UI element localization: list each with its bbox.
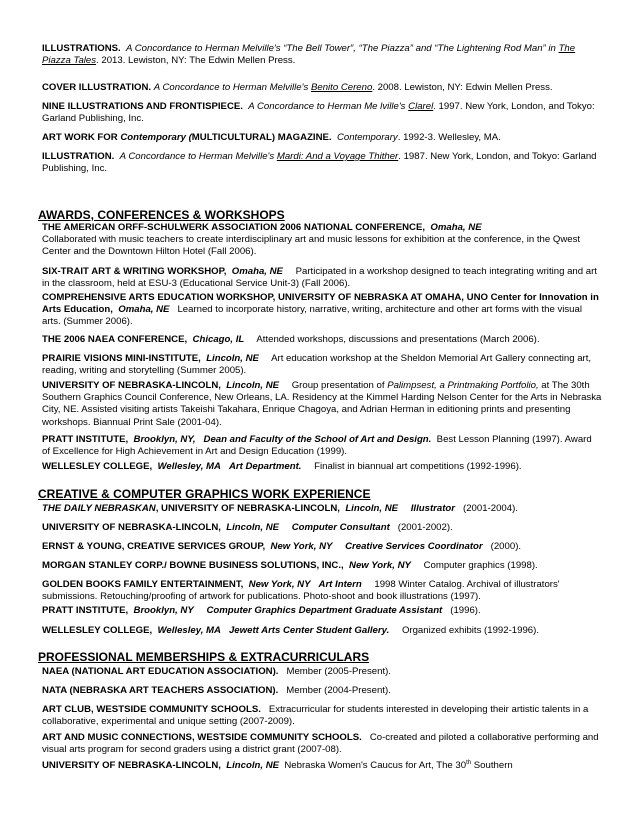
entry-location: Brooklyn, NY,: [133, 434, 196, 445]
entry-org: PRATT INSTITUTE,: [42, 434, 129, 445]
entry-org: NAEA (NATIONAL ART EDUCATION ASSOCIATION).: [42, 666, 279, 677]
award-entry: [42, 266, 602, 290]
entry-org: MULTICULTURAL) MAGAZINE.: [191, 132, 332, 143]
entry-detail: . 1987. New York, London, and Tokyo: Garland Publishing, Inc.: [42, 151, 597, 175]
entry-description: (2001-2004).: [463, 503, 518, 514]
illustration-entry: [42, 82, 602, 94]
award-entry: [42, 380, 602, 429]
entry-role: Creative Services Coordinator: [345, 541, 483, 552]
entry-description: (2001-2002).: [397, 522, 453, 533]
award-entry: [42, 353, 602, 377]
entry-description: Co-created and piloted a collaborative performing and visual arts program for second graders using a district grant (2007-08).: [42, 732, 599, 756]
membership-entry: [42, 760, 602, 772]
entry-org: ART AND MUSIC CONNECTIONS, WESTSIDE COMMUNITY SCHOOLS.: [42, 732, 362, 743]
entry-role: Art Department.: [228, 461, 302, 472]
entry-role: Jewett Arts Center Student Gallery.: [228, 625, 390, 636]
entry-org: ILLUSTRATIONS.: [42, 43, 121, 54]
work-entry: [42, 522, 602, 534]
illustration-entry: [42, 43, 602, 67]
entry-description: Computer graphics (1998).: [423, 560, 538, 571]
entry-location: Lincoln, NE: [226, 522, 280, 533]
entry-description: at The 30th Southern Graphics Council Conference, New Orleans, LA. Residency at the Kimmel Harding Nelson Center for the Arts in Nebraska City, NE. Assisted visiting artists Takeishi Takahara, Enrique Chagoya, and Adrian Herman in editioning prints and presenting workshops. Biannual Print Sale (2001-04).: [42, 380, 602, 428]
entry-location: Lincoln, NE: [206, 353, 259, 364]
entry-location: Lincoln, NE: [345, 503, 399, 514]
entry-location: Omaha, NE: [430, 222, 482, 233]
entry-role: Dean and Faculty of the School of Art and Design.: [203, 434, 432, 445]
membership-entry: [42, 732, 602, 756]
entry-book-title: Clarel: [408, 101, 434, 112]
award-entry: [42, 334, 602, 346]
entry-org: , UNIVERSITY OF NEBRASKA-LINCOLN,: [155, 503, 340, 514]
entry-book-title: Benito Cereno: [310, 82, 373, 93]
entry-org: ILLUSTRATION.: [42, 151, 115, 162]
award-entry: [42, 461, 602, 473]
ordinal-suffix: th: [466, 759, 472, 766]
entry-org: UNIVERSITY OF NEBRASKA-LINCOLN,: [42, 760, 221, 771]
entry-location: New York, NY: [270, 541, 333, 552]
award-entry: [42, 222, 602, 259]
award-entry: [42, 434, 602, 458]
entry-title: A Concordance to Herman Melville's: [153, 82, 309, 93]
work-entry: [42, 579, 602, 603]
entry-detail: . 2013. Lewiston, NY: The Edwin Mellen Press.: [96, 55, 296, 67]
entry-location: Brooklyn, NY: [133, 605, 194, 616]
membership-entry: [42, 666, 602, 678]
entry-org: WELLESLEY COLLEGE,: [42, 625, 153, 636]
entry-description: Organized exhibits (1992-1996).: [401, 625, 539, 636]
section-heading-memberships: PROFESSIONAL MEMBERSHIPS & EXTRACURRICULARS: [38, 650, 370, 664]
entry-title: A Concordance to Herman Me lville's: [248, 101, 406, 112]
entry-location: Chicago, IL: [192, 334, 245, 345]
work-entry: [42, 605, 602, 617]
entry-org: NATA (NEBRASKA ART TEACHERS ASSOCIATION).: [42, 685, 279, 696]
entry-description: (1996).: [450, 605, 481, 616]
work-entry: [42, 541, 602, 553]
entry-description: Nebraska Women's Caucus for Art, The 30: [284, 760, 467, 771]
entry-description: Finalist in biannual art competitions (1992-1996).: [314, 461, 522, 472]
section-heading-awards: AWARDS, CONFERENCES & WORKSHOPS: [38, 208, 285, 222]
entry-location: Wellesley, MA: [157, 461, 221, 472]
entry-description: Best Lesson Planning (1997). Award of Excellence for High Achievement in Art and Design Education (1999).: [42, 434, 592, 458]
entry-org: SIX-TRAIT ART & WRITING WORKSHOP,: [42, 266, 227, 277]
entry-title: A Concordance to Herman Melville's “The Bell Tower”, “The Piazza” and “The Lightening Rod Man” in: [126, 43, 556, 54]
entry-description: Attended workshops, discussions and presentations (March 2006).: [256, 334, 540, 345]
entry-org: ERNST & YOUNG, CREATIVE SERVICES GROUP,: [42, 541, 266, 552]
entry-role: Computer Consultant: [291, 522, 390, 533]
entry-org: COMPREHENSIVE ARTS EDUCATION WORKSHOP, UNIVERSITY OF NEBRASKA AT OMAHA, UNO Center for Innovation in Arts Education,: [42, 292, 599, 316]
entry-location: New York, NY: [248, 579, 311, 590]
entry-location: Omaha, NE: [231, 266, 283, 277]
entry-detail: . 1992-3. Wellesley, MA.: [397, 132, 501, 143]
entry-org: THE AMERICAN ORFF-SCHULWERK ASSOCIATION 2006 NATIONAL CONFERENCE,: [42, 222, 426, 233]
entry-description: Learned to incorporate history, narrative, writing, architecture and other art forms with the visual arts. (Summer 2006).: [42, 304, 582, 328]
entry-detail: . 1997. New York, London, and Tokyo: Garland Publishing, Inc.: [42, 101, 595, 125]
work-entry: [42, 625, 602, 637]
work-entry: [42, 560, 602, 572]
entry-role: Computer Graphics Department Graduate Assistant: [206, 605, 443, 616]
entry-role: Illustrator: [410, 503, 455, 514]
award-entry: [42, 292, 602, 329]
entry-org: GOLDEN BOOKS FAMILY ENTERTAINMENT,: [42, 579, 244, 590]
entry-org: ART WORK FOR: [42, 132, 118, 143]
entry-location: Omaha, NE: [118, 304, 170, 316]
entry-description: Participated in a workshop designed to teach integrating writing and art in the classroom, held at ESU-3 (Educational Service Unit-3) (Fall 2006).: [42, 266, 597, 290]
entry-org-italic: THE DAILY NEBRASKAN: [42, 503, 156, 514]
entry-description: Member (2005-Present).: [286, 666, 391, 677]
illustration-entry: [42, 151, 602, 175]
entry-org: COVER ILLUSTRATION.: [42, 82, 152, 93]
membership-entry: [42, 704, 602, 728]
entry-org: UNIVERSITY OF NEBRASKA-LINCOLN,: [42, 380, 221, 391]
entry-description: Collaborated with music teachers to create interdisciplinary art and music lessons for exhibition at the conference, in the Qwest Center and the Downtown Hilton Hotel (Fall 2006).: [42, 234, 581, 258]
entry-description: 1998 Winter Catalog. Archival of illustrators' submissions. Retouching/proofing of artwork for publications. Photo-shoot and book illustrations (1997).: [42, 579, 560, 603]
entry-book-title: Mardi: And a Voyage Thither: [276, 151, 399, 162]
illustration-entry: [42, 132, 602, 144]
entry-role: Art Intern: [318, 579, 362, 590]
entry-location: New York, NY: [349, 560, 411, 571]
entry-description: (2000).: [490, 541, 522, 552]
entry-org: PRATT INSTITUTE,: [42, 605, 129, 616]
entry-org: WELLESLEY COLLEGE,: [42, 461, 153, 472]
entry-org: THE 2006 NAEA CONFERENCE,: [42, 334, 188, 345]
illustration-entry: [42, 101, 602, 125]
entry-title: A Concordance to Herman Melville's: [119, 151, 275, 162]
entry-description: Extracurricular for students interested in developing their artistic talents in a collaborative, experimental and unique setting (2007-2009).: [42, 704, 589, 728]
entry-org: UNIVERSITY OF NEBRASKA-LINCOLN,: [42, 522, 221, 533]
entry-description: Southern: [473, 760, 513, 771]
entry-description: Member (2004-Present).: [286, 685, 391, 696]
entry-location: Lincoln, NE: [226, 380, 280, 391]
section-heading-creative: CREATIVE & COMPUTER GRAPHICS WORK EXPERIENCE: [38, 487, 371, 501]
entry-description: Group presentation of: [291, 380, 385, 391]
entry-location: Lincoln, NE: [226, 760, 280, 771]
entry-title: Contemporary: [336, 132, 398, 143]
work-entry: [42, 503, 602, 515]
entry-book-title: The Piazza Tales: [42, 43, 576, 67]
entry-org-italic: Contemporary (: [120, 132, 192, 143]
membership-entry: [42, 685, 602, 697]
entry-org: NINE ILLUSTRATIONS AND FRONTISPIECE.: [42, 101, 243, 112]
entry-description: Art education workshop at the Sheldon Memorial Art Gallery connecting art, reading, writing and storytelling (Summer 2005).: [42, 353, 592, 377]
entry-work-title: Palimpsest, a Printmaking Portfolio,: [387, 380, 539, 391]
entry-detail: . 2008. Lewiston, NY: Edwin Mellen Press.: [372, 82, 553, 93]
entry-org: PRAIRIE VISIONS MINI-INSTITUTE,: [42, 353, 201, 364]
entry-location: Wellesley, MA: [157, 625, 221, 636]
entry-org: ART CLUB, WESTSIDE COMMUNITY SCHOOLS.: [42, 704, 261, 715]
entry-org: MORGAN STANLEY CORP./ BOWNE BUSINESS SOLUTIONS, INC.,: [42, 560, 344, 571]
